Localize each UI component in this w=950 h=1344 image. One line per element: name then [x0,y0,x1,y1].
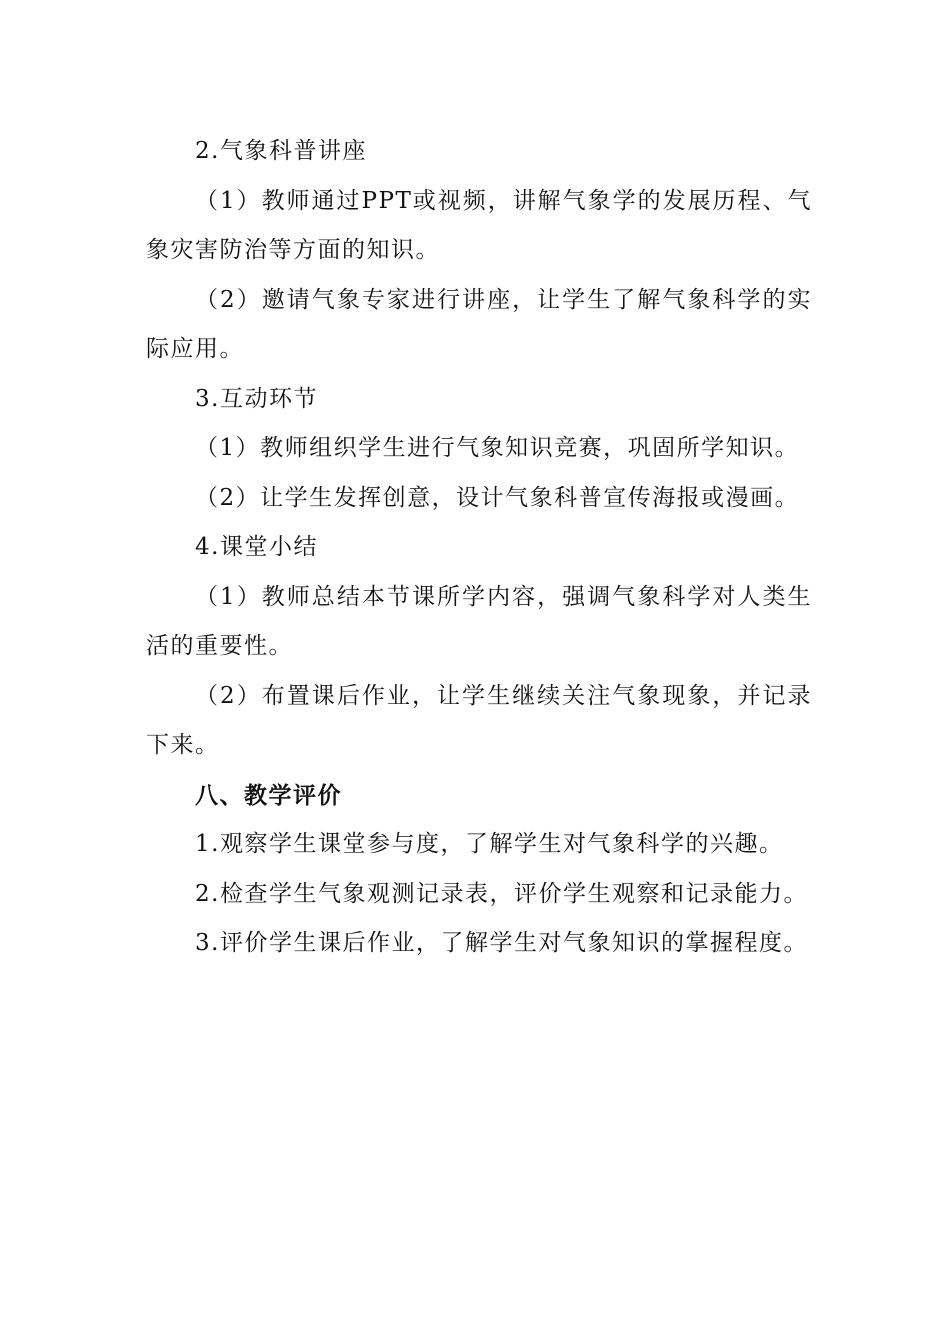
paragraph-summary-1: （1）教师总结本节课所学内容，强调气象科学对人类生活的重要性。 [146,583,812,659]
section-heading-summary: 4.课堂小结 [195,534,318,560]
paragraph-eval-2: 2.检查学生气象观测记录表，评价学生观察和记录能力。 [195,880,808,907]
paragraph-lecture-1: （1）教师通过PPT或视频，讲解气象学的发展历程、气象灾害防治等方面的知识。 [146,187,812,263]
section-heading-lecture: 2.气象科普讲座 [195,138,367,164]
section-heading-interaction: 3.互动环节 [195,385,318,412]
paragraph-interaction-2: （2）让学生发挥创意，设计气象科普宣传海报或漫画。 [195,484,800,511]
document-body [146,127,812,969]
paragraph-interaction-1: （1）教师组织学生进行气象知识竞赛，巩固所学知识。 [195,435,800,461]
paragraph-lecture-2: （2）邀请气象专家进行讲座，让学生了解气象科学的实际应用。 [146,286,812,362]
paragraph-eval-1: 1.观察学生课堂参与度，了解学生对气象科学的兴趣。 [195,831,784,857]
paragraph-eval-3: 3.评价学生课后作业，了解学生对气象知识的掌握程度。 [195,930,808,956]
paragraph-summary-2: （2）布置课后作业，让学生继续关注气象现象，并记录下来。 [146,682,812,758]
heading-teaching-evaluation: 八、教学评价 [195,781,342,809]
